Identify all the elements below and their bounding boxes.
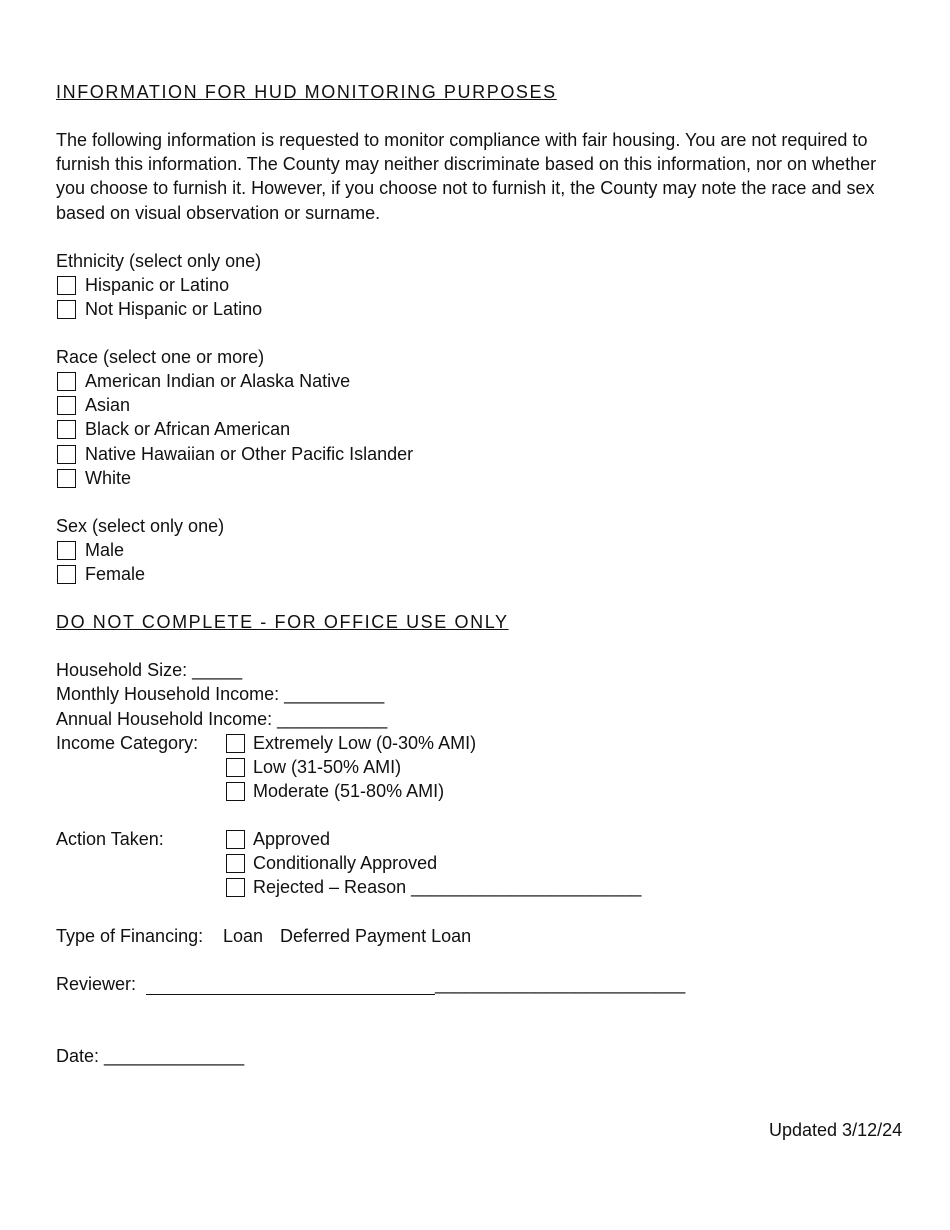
updated-date: Updated 3/12/24 (769, 1120, 903, 1140)
action-conditionally-approved-checkbox[interactable] (226, 854, 245, 873)
race-black-label: Black or African American (85, 419, 291, 439)
financing-option-loan[interactable]: Loan (223, 926, 264, 946)
monthly-income-field[interactable]: Monthly Household Income: __________ (56, 684, 385, 704)
income-moderate-checkbox[interactable] (226, 782, 245, 801)
race-pacific-islander-checkbox[interactable] (57, 445, 76, 464)
income-low-label: Low (31-50% AMI) (253, 757, 402, 777)
ethnicity-not-hispanic-checkbox[interactable] (57, 300, 76, 319)
action-rejected-checkbox[interactable] (226, 878, 245, 897)
race-label: Race (select one or more) (56, 347, 265, 367)
ethnicity-label: Ethnicity (select only one) (56, 251, 262, 271)
ethnicity-hispanic-checkbox[interactable] (57, 276, 76, 295)
household-size-field[interactable]: Household Size: _____ (56, 660, 243, 680)
income-low-checkbox[interactable] (226, 758, 245, 777)
race-white-checkbox[interactable] (57, 469, 76, 488)
race-asian-label: Asian (85, 395, 131, 415)
page-title: INFORMATION FOR HUD MONITORING PURPOSES (56, 82, 557, 102)
ethnicity-hispanic-label: Hispanic or Latino (85, 275, 230, 295)
sex-label: Sex (select only one) (56, 516, 225, 536)
annual-income-field[interactable]: Annual Household Income: ___________ (56, 709, 388, 729)
sex-male-label: Male (85, 540, 125, 560)
race-pacific-islander-label: Native Hawaiian or Other Pacific Islander (85, 444, 414, 464)
race-white-label: White (85, 468, 132, 488)
action-approved-label: Approved (253, 829, 331, 849)
race-asian-checkbox[interactable] (57, 396, 76, 415)
office-use-heading: DO NOT COMPLETE - FOR OFFICE USE ONLY (56, 612, 509, 632)
race-black-checkbox[interactable] (57, 420, 76, 439)
income-moderate-label: Moderate (51-80% AMI) (253, 781, 445, 801)
sex-female-checkbox[interactable] (57, 565, 76, 584)
income-category-label: Income Category: (56, 733, 199, 753)
date-field[interactable]: Date: ______________ (56, 1046, 245, 1066)
action-approved-checkbox[interactable] (226, 830, 245, 849)
reviewer-name-blank[interactable]: _________________________ (435, 974, 686, 994)
reviewer-label: Reviewer: (56, 974, 137, 994)
income-extremely-low-label: Extremely Low (0-30% AMI) (253, 733, 477, 753)
intro-paragraph: The following information is requested to monitor compliance with fair housing. You are not required to furnish this information. The County may neither discriminate based on this information, nor on whether you choose to furnish it. However, if you choose not to furnish it, the County may note the race and sex based on visual observation or surname. (56, 130, 877, 223)
sex-male-checkbox[interactable] (57, 541, 76, 560)
financing-option-deferred[interactable]: Deferred Payment Loan (280, 926, 472, 946)
financing-label: Type of Financing: (56, 926, 204, 946)
action-rejected-label[interactable]: Rejected – Reason _______________________ (253, 877, 642, 897)
action-taken-label: Action Taken: (56, 829, 164, 849)
ethnicity-not-hispanic-label: Not Hispanic or Latino (85, 299, 263, 319)
reviewer-signature-line[interactable] (146, 994, 435, 995)
sex-female-label: Female (85, 564, 146, 584)
race-american-indian-label: American Indian or Alaska Native (85, 371, 351, 391)
race-american-indian-checkbox[interactable] (57, 372, 76, 391)
action-conditionally-approved-label: Conditionally Approved (253, 853, 438, 873)
income-extremely-low-checkbox[interactable] (226, 734, 245, 753)
